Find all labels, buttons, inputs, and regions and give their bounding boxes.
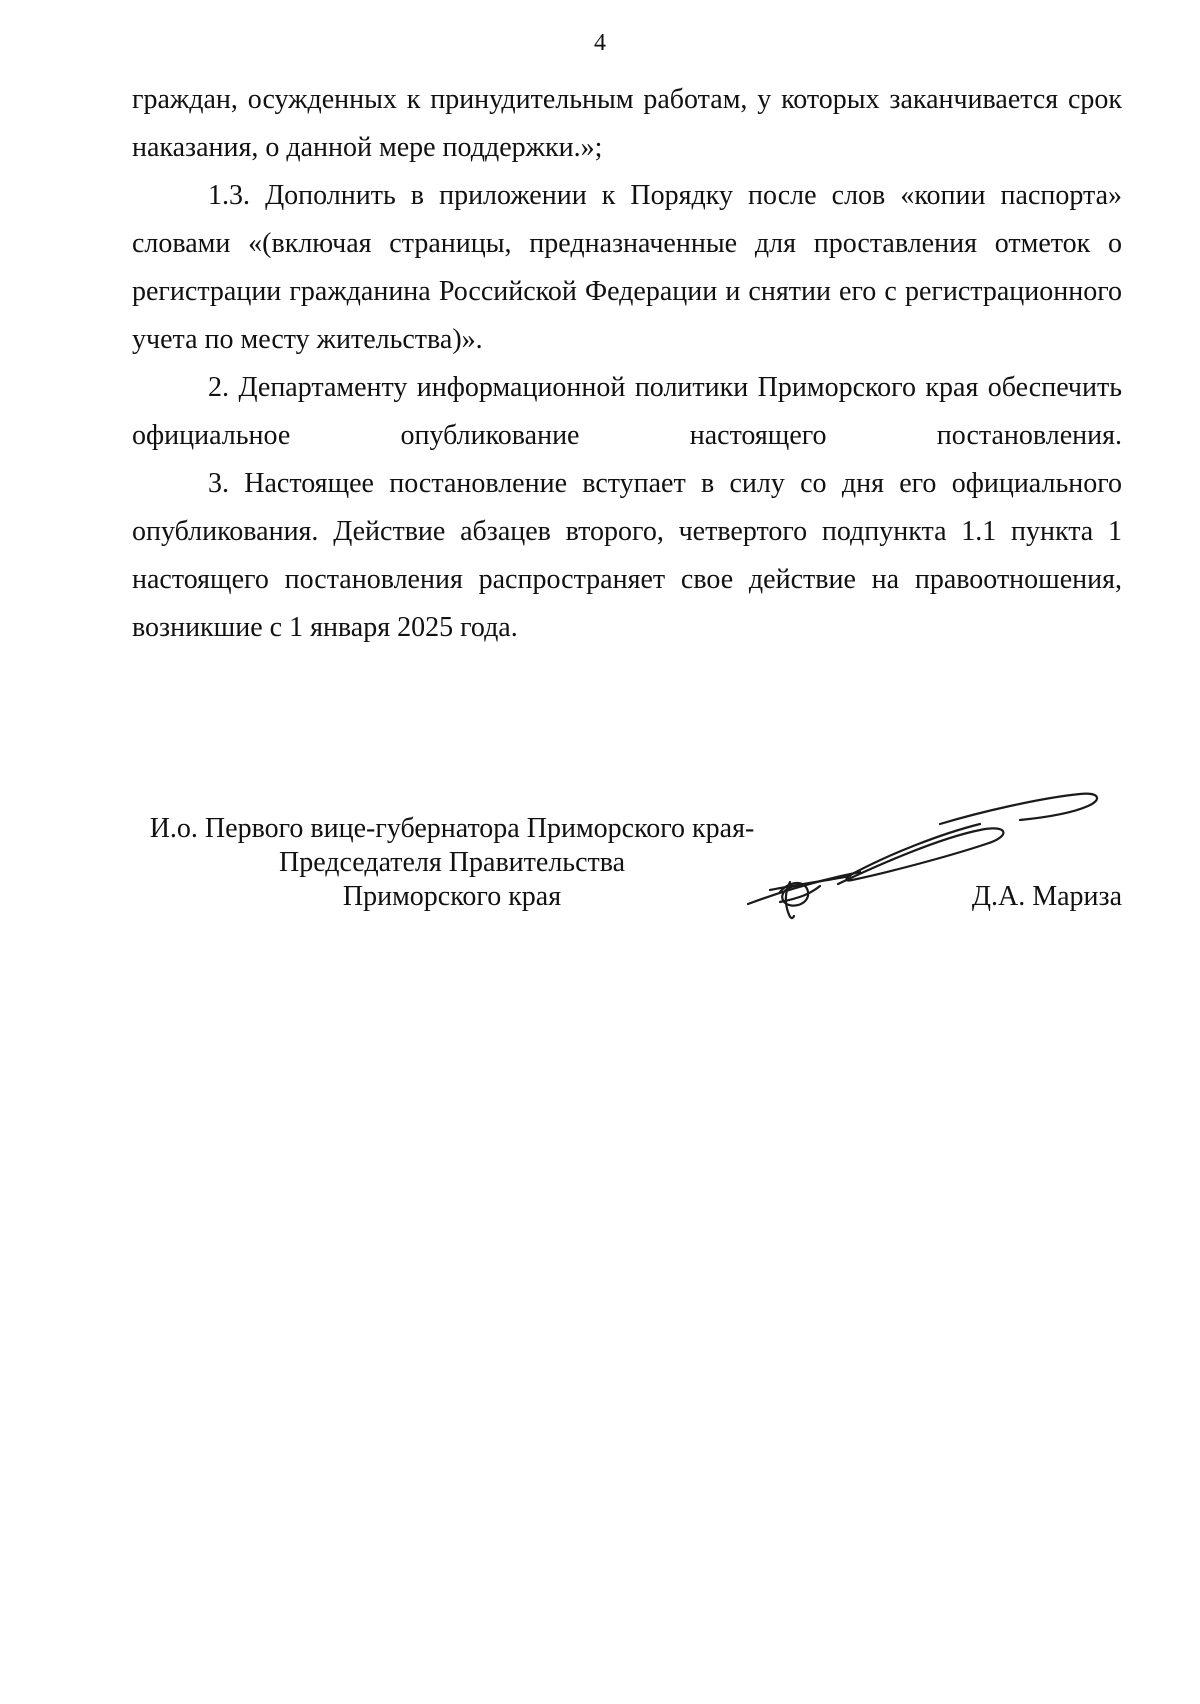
signatory-name: Д.А. Мариза [971,881,1122,912]
paragraph-continuation: граждан, осужденных к принудительным работам, у которых заканчивается срок наказания, о данной мере поддержки.»; [132,84,1122,163]
signatory-title-line3: Приморского края [342,881,562,912]
signatory-title [132,812,772,914]
signatory-title-line1: И.о. Первого вице-губернатора Приморского края- [149,813,755,844]
paragraph-2: 2. Департаменту информационной политики Приморского края обеспечить официальное опубликование настоящего постановления. [132,372,1122,451]
page-number: 4 [594,30,606,56]
signatory-title-line2: Председателя Правительства [278,847,626,878]
paragraph-3: 3. Настоящее постановление вступает в силу со дня его официального опубликования. Действие абзацев второго, четвертого подпункта 1.1 пункта 1 настоящего постановления распространяет свое действие на правоотношения, возникшие с 1 января 2025 года. [132,468,1122,643]
document-body [132,76,1122,652]
paragraph-1-3: 1.3. Дополнить в приложении к Порядку после слов «копии паспорта» словами «(включая страницы, предназначенные для проставления отметок о регистрации гражданина Российской Федерации и снятии его с регистрационного учета по месту жительства)». [132,180,1122,355]
handwritten-signature [740,784,1100,924]
